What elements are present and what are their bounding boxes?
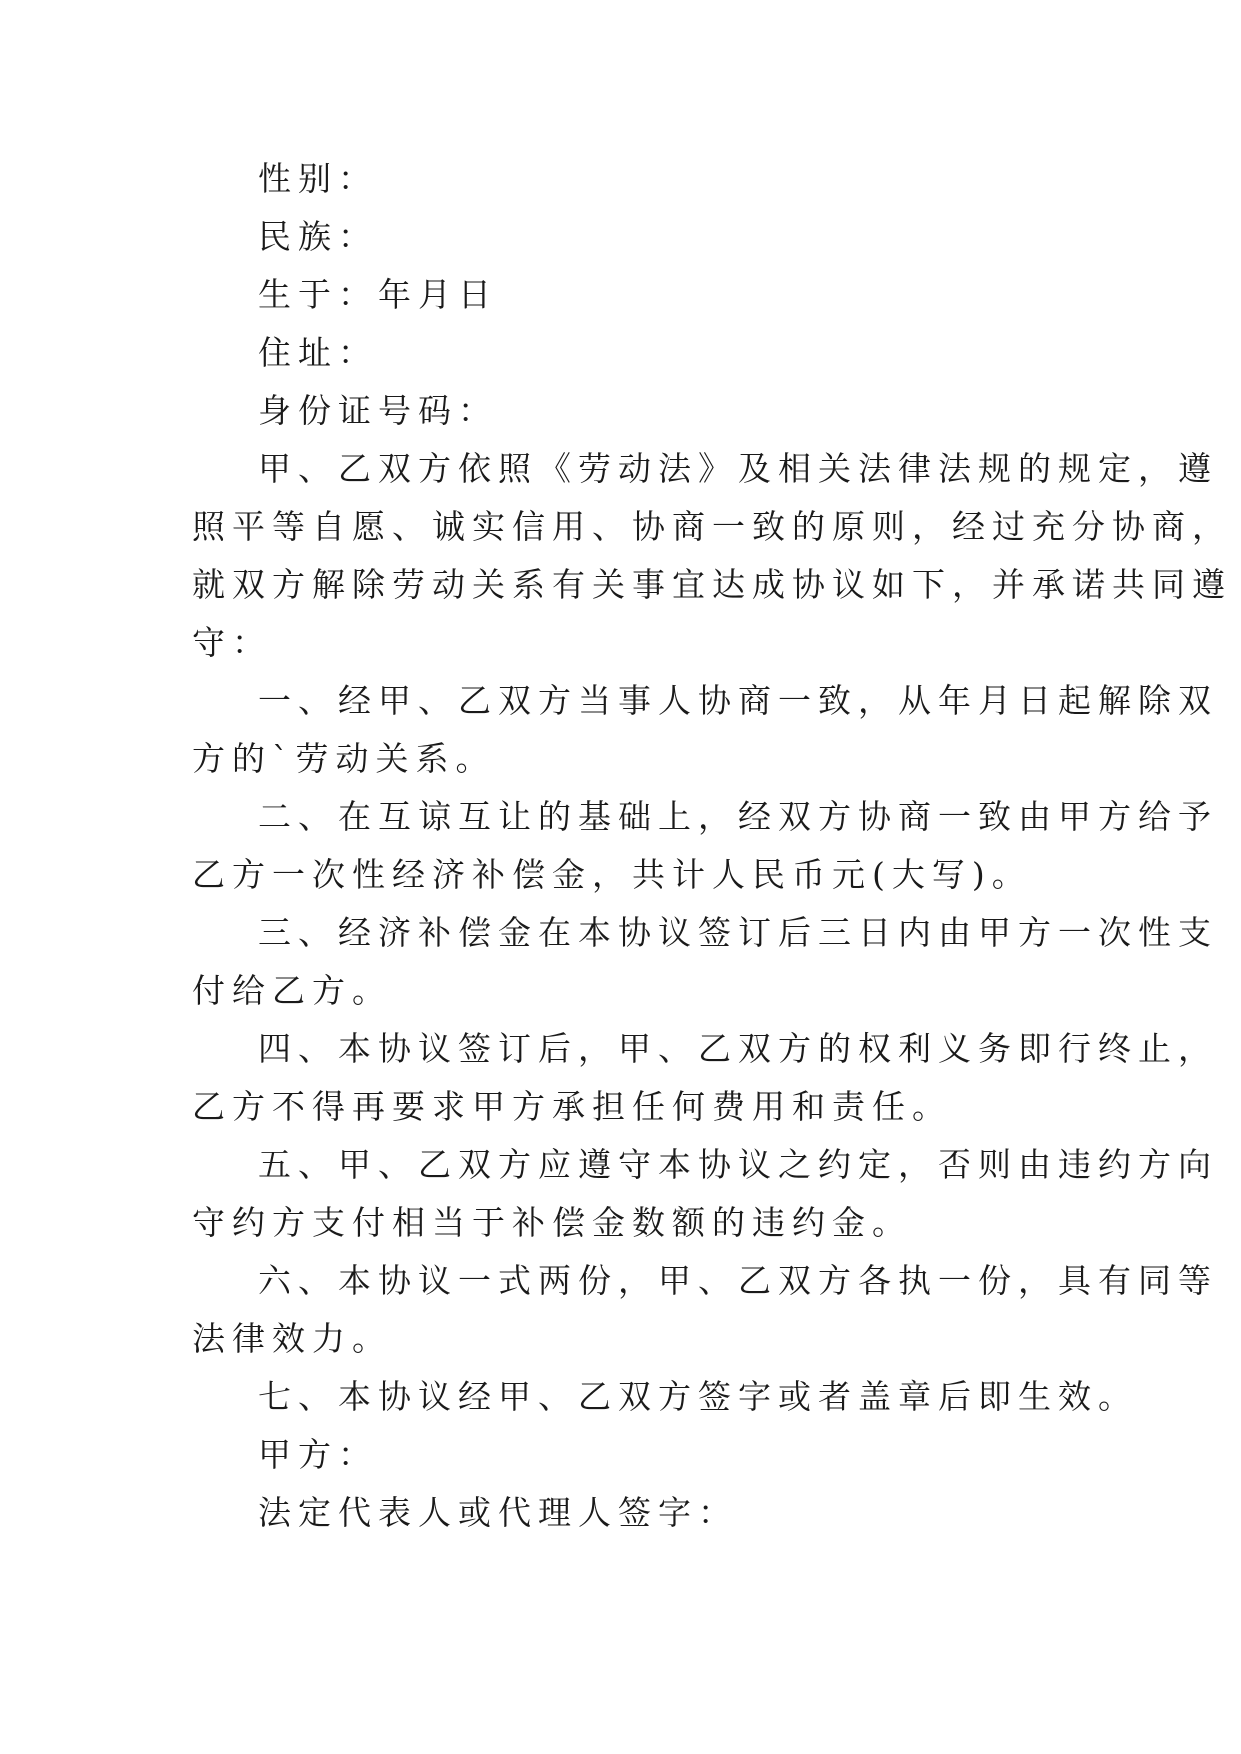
document-body — [192, 150, 1232, 1542]
representative-signature-label: 法定代表人或代理人签字： — [258, 1493, 738, 1532]
clause-line: 法律效力。 — [192, 1319, 392, 1358]
clause-line: 七、本协议经甲、乙双方签字或者盖章后即生效。 — [258, 1377, 1138, 1416]
clause-line: 五、甲、乙双方应遵守本协议之约定，否则由违约方向 — [258, 1145, 1218, 1184]
ethnicity-field: 民族： — [258, 217, 378, 256]
clause-line: 二、在互谅互让的基础上，经双方协商一致由甲方给予 — [258, 797, 1218, 836]
clause-7 — [192, 1368, 1138, 1426]
clause-5 — [192, 1136, 1218, 1252]
preamble-line: 守： — [192, 623, 272, 662]
clause-line: 四、本协议签订后，甲、乙双方的权利义务即行终止， — [258, 1029, 1218, 1068]
clause-line: 乙方一次性经济补偿金，共计人民币元(大写)。 — [192, 855, 1032, 894]
clause-1 — [192, 672, 1218, 788]
id-number-field: 身份证号码： — [258, 391, 498, 430]
clause-2 — [192, 788, 1218, 904]
clause-line: 守约方支付相当于补偿金数额的违约金。 — [192, 1203, 912, 1242]
clause-line: 六、本协议一式两份，甲、乙双方各执一份，具有同等 — [258, 1261, 1218, 1300]
clause-line: 三、经济补偿金在本协议签订后三日内由甲方一次性支 — [258, 913, 1218, 952]
clause-4 — [192, 1020, 1218, 1136]
clause-line: 付给乙方。 — [192, 971, 392, 1010]
gender-field: 性别： — [258, 159, 378, 198]
party-a-label: 甲方： — [258, 1435, 378, 1474]
clause-3 — [192, 904, 1218, 1020]
preamble-line: 就双方解除劳动关系有关事宜达成协议如下，并承诺共同遵 — [192, 565, 1232, 604]
address-field: 住址： — [258, 333, 378, 372]
preamble-paragraph — [192, 440, 1232, 672]
birth-date-field: 生于：年月日 — [258, 275, 498, 314]
clause-line: 方的`劳动关系。 — [192, 739, 496, 778]
preamble-line: 照平等自愿、诚实信用、协商一致的原则，经过充分协商， — [192, 507, 1232, 546]
preamble-line: 甲、乙双方依照《劳动法》及相关法律法规的规定，遵 — [258, 449, 1218, 488]
clause-line: 一、经甲、乙双方当事人协商一致，从年月日起解除双 — [258, 681, 1218, 720]
clause-6 — [192, 1252, 1218, 1368]
clause-line: 乙方不得再要求甲方承担任何费用和责任。 — [192, 1087, 952, 1126]
